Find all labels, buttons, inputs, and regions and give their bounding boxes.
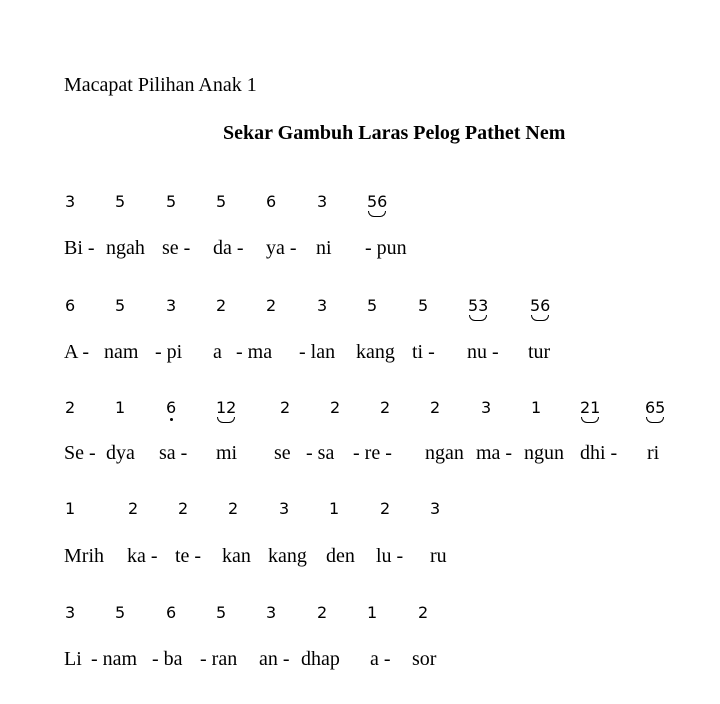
notation-note: 5 [166, 192, 177, 211]
lyric-syllable: mi [216, 442, 238, 464]
lyric-syllable: ngun [524, 442, 564, 464]
lyric-syllable: Mrih [64, 545, 104, 567]
notation-note: 1 [367, 603, 378, 622]
notation-note: 5 [115, 192, 126, 211]
notation-note: 3 [65, 603, 76, 622]
lyric-syllable: da - [213, 237, 244, 259]
lyric-syllable: Li [64, 648, 82, 670]
notation-note: 65 [645, 398, 665, 418]
notation-note: 5 [216, 603, 227, 622]
lyric-syllable: - pi [155, 341, 183, 363]
notation-note: 5 [418, 296, 429, 315]
lyric-syllable: ri [647, 442, 660, 464]
notation-note: 3 [481, 398, 492, 417]
lyric-syllable: - nam [91, 648, 138, 670]
notation-note: 3 [430, 499, 441, 518]
notation-note: 1 [65, 499, 76, 518]
notation-note: 6 [65, 296, 76, 315]
lyric-syllable: Bi - [64, 237, 95, 259]
notation-note: 12 [216, 398, 236, 418]
notation-note: 2 [280, 398, 291, 417]
notation-note: 5 [367, 296, 378, 315]
lyric-syllable: dya [106, 442, 135, 464]
lyric-syllable: kang [356, 341, 395, 363]
lyric-syllable: - ma [236, 341, 273, 363]
notation-note: 2 [216, 296, 227, 315]
notation-note: 2 [418, 603, 429, 622]
slur-mark [646, 417, 664, 423]
song-heading: Sekar Gambuh Laras Pelog Pathet Nem [223, 122, 566, 144]
lyric-syllable: ya - [266, 237, 297, 259]
notation-note: 2 [128, 499, 139, 518]
lyric-syllable: - ba [152, 648, 183, 670]
notation-note: 1 [115, 398, 126, 417]
lyric-syllable: ngah [106, 237, 145, 259]
lyric-syllable: - re - [353, 442, 392, 464]
lyric-syllable: sa - [159, 442, 188, 464]
lyric-syllable: sor [412, 648, 437, 670]
lyric-syllable: - sa [306, 442, 335, 464]
notation-note: 56 [367, 192, 387, 212]
lyric-syllable: ma - [476, 442, 513, 464]
notation-note: 2 [266, 296, 277, 315]
lyric-syllable: - pun [365, 237, 407, 259]
lyric-syllable: tur [528, 341, 551, 363]
lyric-syllable: ru [430, 545, 447, 567]
notation-note: 6 [166, 398, 177, 417]
notation-note: 6 [266, 192, 277, 211]
lyric-syllable: - lan [299, 341, 336, 363]
lyric-syllable: ti - [412, 341, 435, 363]
lyric-syllable: lu - [376, 545, 404, 567]
notation-note: 2 [330, 398, 341, 417]
notation-note: 56 [530, 296, 550, 316]
notation-note: 2 [317, 603, 328, 622]
notation-note: 5 [216, 192, 227, 211]
document-title: Macapat Pilihan Anak 1 [64, 74, 257, 96]
notation-note: 2 [178, 499, 189, 518]
lyric-syllable: kan [222, 545, 251, 567]
lyric-syllable: a - [370, 648, 391, 670]
notation-note: 53 [468, 296, 488, 316]
lyric-syllable: den [326, 545, 355, 567]
lyric-syllable: Se - [64, 442, 96, 464]
notation-note: 1 [329, 499, 340, 518]
lyric-syllable: kang [268, 545, 307, 567]
slur-mark [469, 315, 487, 321]
notation-note: 3 [317, 296, 328, 315]
lyric-syllable: ngan [425, 442, 464, 464]
notation-note: 5 [115, 603, 126, 622]
lyric-syllable: a [213, 341, 222, 363]
lyric-syllable: dhi - [580, 442, 618, 464]
notation-note: 2 [228, 499, 239, 518]
lyric-syllable: dhap [301, 648, 340, 670]
lyric-syllable: A - [64, 341, 89, 363]
lyric-syllable: an - [259, 648, 290, 670]
lyric-syllable: te - [175, 545, 202, 567]
notation-note: 3 [166, 296, 177, 315]
lyric-syllable: se - [162, 237, 191, 259]
notation-note: 3 [317, 192, 328, 211]
notation-note: 1 [531, 398, 542, 417]
lyric-syllable: nam [104, 341, 139, 363]
slur-mark [368, 211, 386, 217]
lyric-syllable: ni [316, 237, 332, 259]
lyric-syllable: - ran [200, 648, 238, 670]
notation-note: 2 [65, 398, 76, 417]
notation-note: 5 [115, 296, 126, 315]
slur-mark [531, 315, 549, 321]
slur-mark [581, 417, 599, 423]
lyric-syllable: se [274, 442, 291, 464]
notation-note: 2 [430, 398, 441, 417]
notation-note: 21 [580, 398, 600, 418]
notation-note: 2 [380, 398, 391, 417]
notation-note: 3 [266, 603, 277, 622]
lyric-syllable: ka - [127, 545, 158, 567]
notation-note: 3 [65, 192, 76, 211]
lyric-syllable: nu - [467, 341, 499, 363]
notation-note: 6 [166, 603, 177, 622]
notation-note: 2 [380, 499, 391, 518]
slur-mark [217, 417, 235, 423]
notation-note: 3 [279, 499, 290, 518]
